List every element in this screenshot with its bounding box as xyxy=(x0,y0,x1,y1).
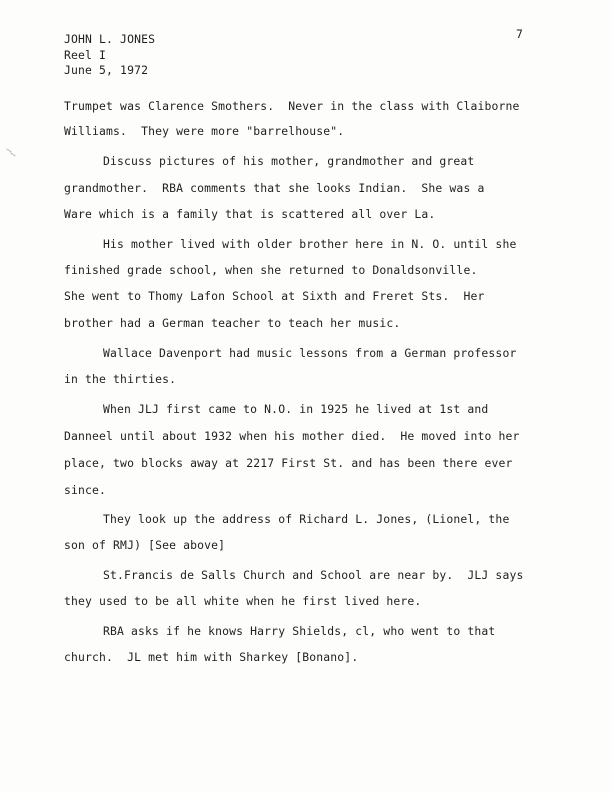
body-line: Danneel until about 1932 when his mother died. He moved into her xyxy=(64,429,520,443)
page-number: 7 xyxy=(516,27,524,41)
body-line: church. JL met him with Sharkey [Bonano]. xyxy=(64,650,359,664)
body-line: since. xyxy=(64,483,107,497)
body-line: finished grade school, when she returned to Donaldsonville. xyxy=(64,263,478,277)
reel-label: Reel I xyxy=(64,48,107,62)
body-line: St.Francis de Salls Church and School are near by. JLJ says xyxy=(103,568,524,582)
scan-speck xyxy=(10,152,15,156)
body-line: son of RMJ) [See above] xyxy=(64,538,226,552)
body-line: Wallace Davenport had music lessons from a German professor xyxy=(103,346,517,360)
body-line: RBA asks if he knows Harry Shields, cl, who went to that xyxy=(103,624,496,638)
body-line: Discuss pictures of his mother, grandmother and great xyxy=(103,154,475,168)
body-line: Williams. They were more "barrelhouse". xyxy=(64,124,345,138)
body-line: grandmother. RBA comments that she looks Indian. She was a xyxy=(64,181,485,195)
body-line: in the thirties. xyxy=(64,372,177,386)
body-line: She went to Thomy Lafon School at Sixth and Freret Sts. Her xyxy=(64,289,485,303)
body-line: His mother lived with older brother here in N. O. until she xyxy=(103,237,517,251)
body-line: When JLJ first came to N.O. in 1925 he lived at 1st and xyxy=(103,402,489,416)
body-line: they used to be all white when he first lived here. xyxy=(64,594,422,608)
body-line: brother had a German teacher to teach her music. xyxy=(64,316,401,330)
body-line: Trumpet was Clarence Smothers. Never in the class with Claiborne xyxy=(64,99,520,113)
body-line: Ware which is a family that is scattered all over La. xyxy=(64,207,436,221)
body-line: They look up the address of Richard L. Jones, (Lionel, the xyxy=(103,512,510,526)
interview-date: June 5, 1972 xyxy=(64,63,149,77)
body-line: place, two blocks away at 2217 First St. and has been there ever xyxy=(64,456,513,470)
interviewee-name: JOHN L. JONES xyxy=(64,32,156,46)
